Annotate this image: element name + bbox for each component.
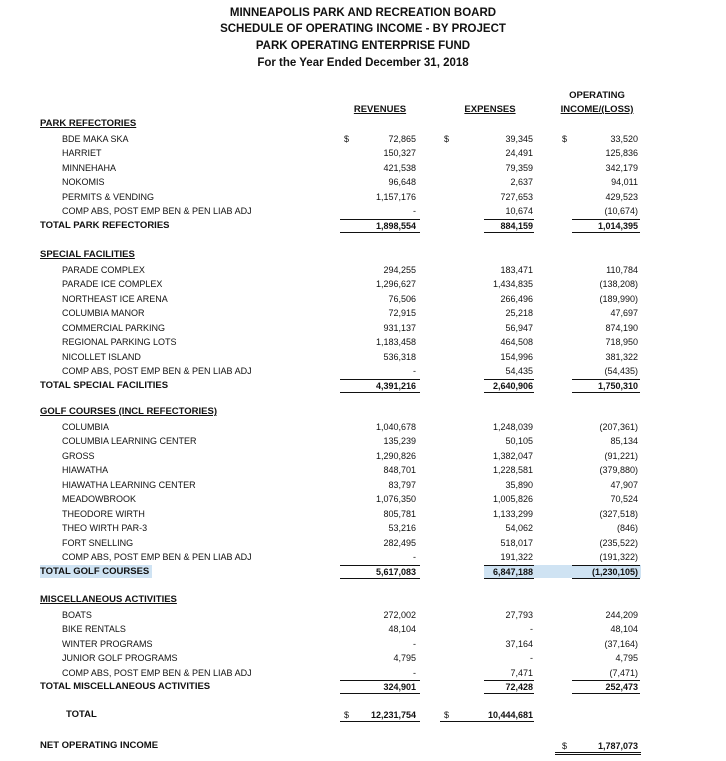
line-item-income: 381,322 (605, 351, 638, 362)
line-item-revenues: 53,216 (388, 523, 416, 533)
line-item-label: COLUMBIA LEARNING CENTER (62, 436, 197, 446)
line-item-label: HIAWATHA (62, 465, 109, 475)
section-total-expenses: 72,428 (505, 682, 533, 692)
line-item-revenues: 96,648 (388, 177, 416, 187)
line-item-income: (189,990) (599, 293, 638, 304)
section-total-income: 252,473 (605, 682, 638, 692)
line-item-expenses: 266,496 (500, 293, 533, 304)
line-item-label: COMP ABS, POST EMP BEN & PEN LIAB ADJ (62, 667, 252, 678)
line-item-revenues: 805,781 (383, 508, 416, 519)
section-total-income: 1,014,395 (597, 220, 638, 231)
section-total-label: TOTAL MISCELLANEOUS ACTIVITIES (40, 681, 211, 692)
income-header-line2: INCOME/(LOSS) (560, 104, 634, 115)
line-item-revenues: 272,002 (383, 609, 416, 620)
line-item-income: (207,361) (599, 421, 638, 432)
line-item-expenses: 2,637 (510, 177, 533, 187)
revenues-header: REVENUES (353, 104, 407, 115)
line-item-income: 70,524 (610, 494, 638, 504)
line-item-expenses: 1,248,039 (492, 421, 533, 432)
line-item-label: BIKE RENTALS (62, 624, 126, 634)
line-item-income: 4,795 (615, 653, 638, 663)
line-item-expenses: 50,105 (505, 436, 533, 446)
line-item-label: WINTER PROGRAMS (62, 638, 153, 649)
line-item-income: 429,523 (605, 191, 638, 202)
grand-total-rule (340, 721, 420, 722)
line-item-label: JUNIOR GOLF PROGRAMS (62, 653, 178, 663)
line-item-income: 342,179 (605, 162, 638, 173)
line-item-expenses: 191,322 (500, 552, 533, 562)
line-item-income: 244,209 (605, 609, 638, 620)
line-item-expenses: - (530, 653, 533, 663)
line-item-income: (327,518) (599, 508, 638, 519)
line-item-revenues: 1,076,350 (375, 494, 416, 504)
line-item-label: PARADE COMPLEX (62, 264, 145, 275)
net-operating-income-label: NET OPERATING INCOME (40, 740, 159, 751)
line-item-revenues: 421,538 (383, 162, 416, 173)
line-item-revenues: 282,495 (383, 537, 416, 548)
section-total-revenues: 5,617,083 (375, 566, 416, 577)
line-item-revenues: 76,506 (388, 293, 416, 304)
total-rule (484, 232, 534, 233)
section-total-label: TOTAL SPECIAL FACILITIES (40, 379, 169, 391)
line-item-label: GROSS (62, 450, 95, 461)
line-item-revenues: - (413, 366, 416, 376)
section-total-expenses: 6,847,188 (492, 566, 533, 577)
line-item-income: (10,674) (604, 206, 638, 216)
line-item-revenues: 135,239 (383, 436, 416, 446)
line-item-revenues: - (413, 552, 416, 562)
line-item-income: 110,784 (606, 264, 638, 275)
total-rule (340, 232, 420, 233)
section-total-expenses: 884,159 (500, 220, 533, 231)
section-title: PARK REFECTORIES (40, 118, 137, 129)
line-item-label: MINNEHAHA (62, 162, 117, 173)
line-item-label: COLUMBIA MANOR (62, 308, 145, 318)
line-item-label: COMP ABS, POST EMP BEN & PEN LIAB ADJ (62, 552, 252, 562)
line-item-income: 48,104 (610, 624, 638, 634)
total-rule (484, 578, 534, 579)
currency-symbol: $ (562, 133, 568, 144)
currency-symbol: $ (562, 741, 568, 751)
line-item-revenues: 72,865 (388, 133, 416, 144)
line-item-income: 85,134 (610, 436, 638, 446)
grand-total-label: TOTAL (66, 709, 97, 720)
line-item-expenses: 35,890 (505, 479, 533, 490)
line-item-income: (191,322) (599, 552, 638, 562)
total-rule (572, 578, 640, 579)
line-item-income: (138,208) (599, 279, 638, 289)
total-rule (572, 232, 640, 233)
line-item-expenses: 79,359 (505, 162, 533, 173)
line-item-expenses: 1,228,581 (492, 465, 533, 475)
line-item-expenses: 24,491 (505, 148, 533, 158)
line-item-label: NORTHEAST ICE ARENA (62, 293, 168, 304)
line-item-income: 47,697 (610, 308, 638, 318)
line-item-label: HARRIET (62, 148, 102, 158)
line-item-expenses: 1,382,047 (492, 450, 533, 461)
line-item-expenses: 1,434,835 (492, 279, 533, 289)
line-item-expenses: 183,471 (500, 264, 533, 275)
line-item-income: (379,880) (599, 465, 638, 475)
total-rule (572, 392, 640, 393)
line-item-expenses: 10,674 (505, 206, 533, 216)
currency-symbol: $ (344, 133, 350, 144)
line-item-expenses: 39,345 (505, 133, 533, 144)
total-rule (484, 693, 534, 694)
line-item-revenues: 72,915 (388, 308, 416, 318)
line-item-expenses: 27,793 (505, 609, 533, 620)
line-item-revenues: 536,318 (383, 351, 416, 362)
line-item-label: COLUMBIA (62, 421, 110, 432)
line-item-income: (37,164) (604, 638, 638, 649)
line-item-income: 874,190 (605, 322, 638, 333)
line-item-revenues: 294,255 (383, 264, 416, 275)
line-item-expenses: 154,996 (500, 351, 533, 362)
line-item-label: FORT SNELLING (62, 537, 134, 548)
line-item-expenses: 518,017 (500, 537, 533, 548)
report-title-line: MINNEAPOLIS PARK AND RECREATION BOARD (229, 7, 497, 19)
grand-total-expenses: 10,444,681 (487, 710, 533, 720)
section-total-income: (1,230,105) (591, 566, 638, 577)
line-item-income: (91,221) (604, 450, 638, 461)
section-total-label: TOTAL GOLF COURSES (40, 565, 150, 577)
line-item-expenses: 1,133,299 (492, 508, 533, 519)
line-item-expenses: 1,005,826 (492, 494, 533, 504)
currency-symbol: $ (344, 710, 350, 720)
line-item-expenses: 54,435 (505, 366, 533, 376)
line-item-label: NICOLLET ISLAND (62, 351, 141, 362)
line-item-label: THEO WIRTH PAR-3 (62, 523, 148, 533)
line-item-income: 718,950 (605, 337, 638, 347)
net-rule (555, 752, 641, 753)
total-rule (484, 392, 534, 393)
report-title-line: SCHEDULE OF OPERATING INCOME - BY PROJECT (220, 23, 506, 35)
section-total-revenues: 1,898,554 (375, 220, 416, 231)
section-total-revenues: 4,391,216 (375, 380, 416, 391)
section-total-label: TOTAL PARK REFECTORIES (40, 219, 170, 231)
line-item-label: BOATS (62, 609, 92, 620)
line-item-label: MEADOWBROOK (62, 494, 137, 504)
section-title: SPECIAL FACILITIES (40, 249, 135, 260)
line-item-revenues: - (413, 638, 416, 649)
total-rule (572, 693, 640, 694)
line-item-label: COMP ABS, POST EMP BEN & PEN LIAB ADJ (62, 366, 252, 376)
grand-total-rule (440, 721, 534, 722)
currency-symbol: $ (444, 710, 450, 720)
line-item-label: THEODORE WIRTH (62, 508, 145, 519)
line-item-revenues: 1,040,678 (375, 421, 416, 432)
line-item-income: 125,836 (605, 148, 638, 158)
line-item-label: PARADE ICE COMPLEX (62, 279, 163, 289)
line-item-label: HIAWATHA LEARNING CENTER (62, 479, 196, 490)
line-item-label: BDE MAKA SKA (62, 133, 129, 144)
line-item-revenues: 1,290,826 (375, 450, 416, 461)
line-item-revenues: 931,137 (383, 322, 416, 333)
line-item-label: NOKOMIS (62, 177, 105, 187)
line-item-income: (846) (616, 523, 638, 533)
line-item-income: (7,471) (609, 667, 638, 678)
line-item-expenses: 464,508 (500, 337, 533, 347)
line-item-expenses: 25,218 (505, 308, 533, 318)
section-title: MISCELLANEOUS ACTIVITIES (40, 594, 177, 605)
line-item-revenues: 83,797 (388, 479, 416, 490)
line-item-expenses: 54,062 (505, 523, 533, 533)
line-item-revenues: - (413, 667, 416, 678)
line-item-revenues: - (413, 206, 416, 216)
line-item-expenses: 727,653 (500, 191, 533, 202)
line-item-income: (54,435) (604, 366, 638, 376)
net-rule (555, 754, 641, 755)
grand-total-revenues: 12,231,754 (370, 710, 416, 720)
section-title: GOLF COURSES (INCL REFECTORIES) (40, 406, 217, 417)
line-item-income: (235,522) (599, 537, 638, 548)
line-item-expenses: 37,164 (505, 638, 533, 649)
line-item-label: COMMERCIAL PARKING (62, 322, 166, 333)
line-item-revenues: 1,183,458 (375, 337, 416, 347)
report-title-line: For the Year Ended December 31, 2018 (257, 57, 469, 69)
line-item-revenues: 848,701 (383, 465, 416, 475)
line-item-label: REGIONAL PARKING LOTS (62, 337, 177, 347)
line-item-expenses: - (530, 624, 533, 634)
line-item-label: COMP ABS, POST EMP BEN & PEN LIAB ADJ (62, 206, 252, 216)
total-rule (340, 693, 420, 694)
net-operating-income-value: 1,787,073 (597, 741, 638, 751)
line-item-expenses: 7,471 (510, 667, 533, 678)
section-total-income: 1,750,310 (597, 380, 638, 391)
income-header-line1: OPERATING (569, 90, 625, 101)
line-item-revenues: 1,296,627 (375, 279, 416, 289)
line-item-income: 94,011 (611, 177, 638, 187)
total-rule (340, 392, 420, 393)
line-item-revenues: 150,327 (383, 148, 416, 158)
line-item-revenues: 4,795 (393, 653, 416, 663)
expenses-header: EXPENSES (464, 104, 516, 115)
line-item-expenses: 56,947 (505, 322, 533, 333)
currency-symbol: $ (444, 133, 450, 144)
line-item-label: PERMITS & VENDING (62, 191, 155, 202)
line-item-revenues: 48,104 (388, 624, 416, 634)
line-item-income: 33,520 (610, 133, 638, 144)
line-item-income: 47,907 (610, 479, 638, 490)
line-item-revenues: 1,157,176 (375, 191, 416, 202)
total-rule (340, 578, 420, 579)
section-total-expenses: 2,640,906 (492, 380, 533, 391)
section-total-revenues: 324,901 (383, 682, 416, 692)
report-title-line: PARK OPERATING ENTERPRISE FUND (255, 40, 471, 52)
